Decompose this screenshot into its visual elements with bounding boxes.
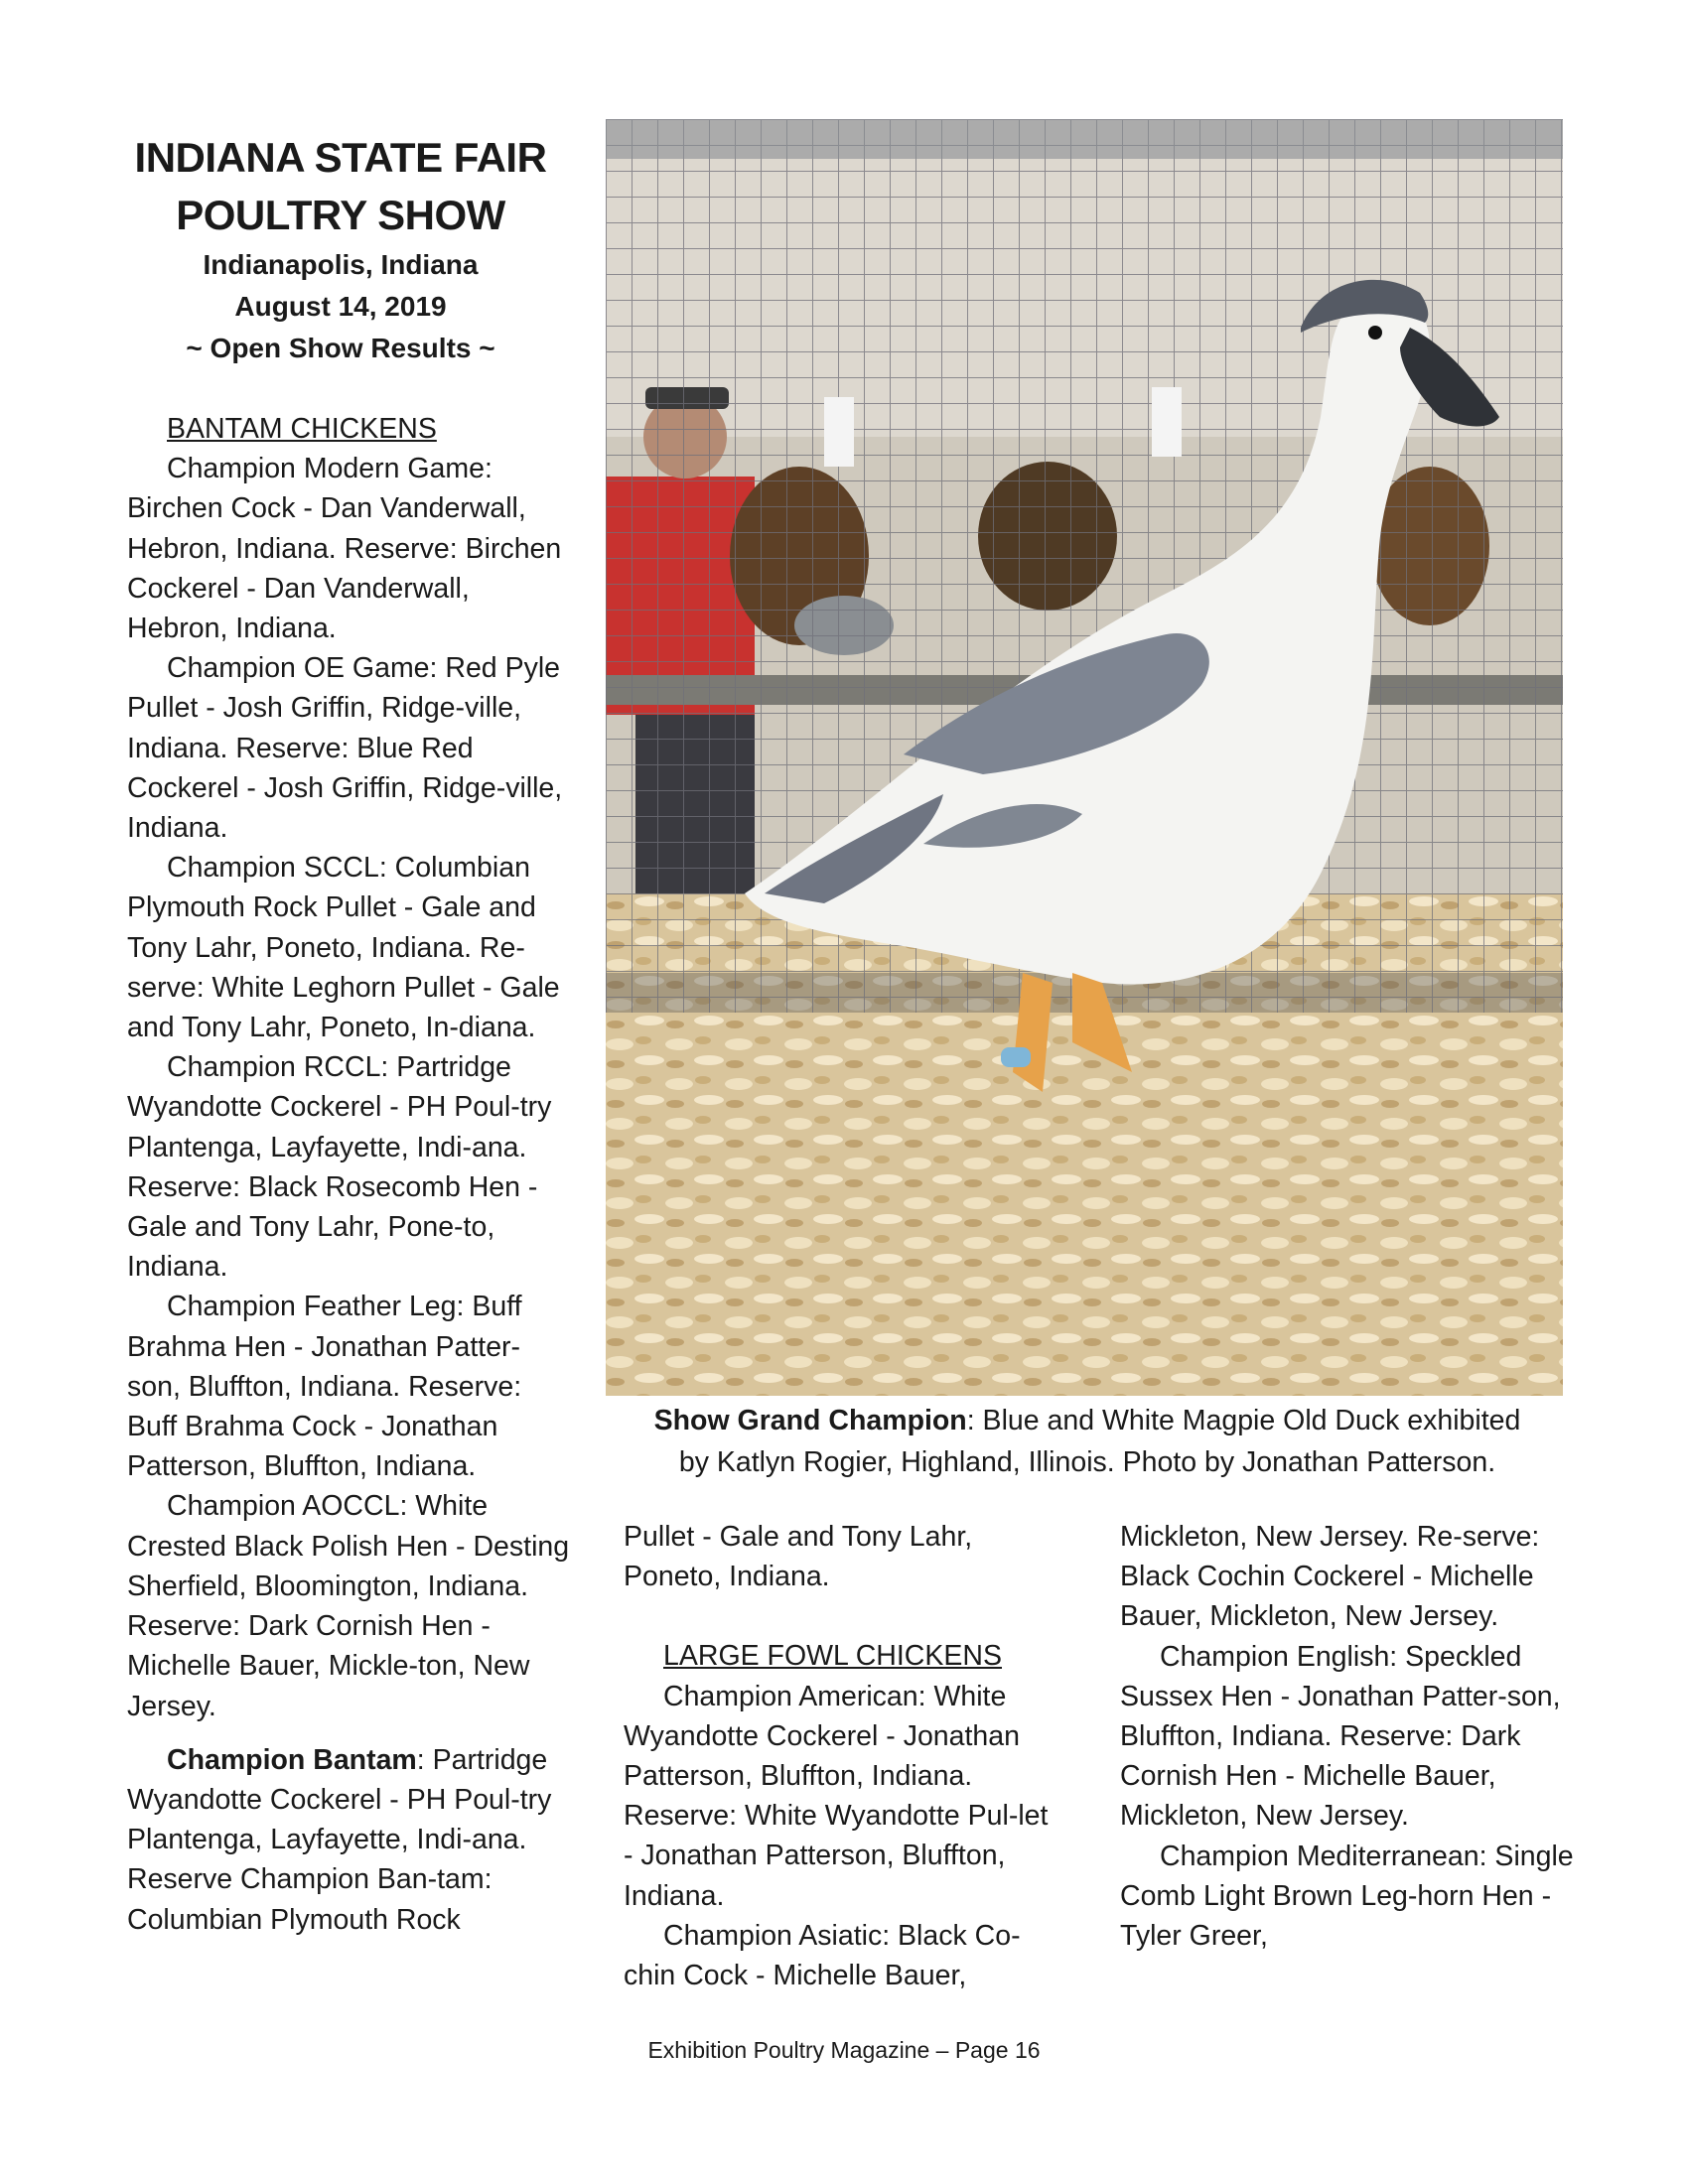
result-rccl: Champion RCCL: Partridge Wyandotte Cockerel - PH Poul-try Plantenga, Layfayette, Indi-ana. Reserve: Black Rosecomb Hen - Gale and Tony Lahr, Pone-to, Indiana. <box>127 1051 552 1284</box>
subtitle: ~ Open Show Results ~ <box>186 333 495 363</box>
duck-photo <box>606 119 1563 1396</box>
result-sccl: Champion SCCL: Columbian Plymouth Rock Pullet - Gale and Tony Lahr, Poneto, Indiana. Re-serve: White Leghorn Pullet - Gale and Tony Lahr, Poneto, In-diana. <box>127 852 560 1044</box>
location: Indianapolis, Indiana <box>203 249 479 280</box>
photo-caption <box>596 1400 1579 1483</box>
champion-bantam-label: Champion Bantam <box>167 1743 417 1776</box>
page-footer: Exhibition Poultry Magazine – Page 16 <box>647 2037 1041 2063</box>
section-heading-bantam: BANTAM CHICKENS <box>167 413 437 445</box>
column-3 <box>1120 1517 1577 1956</box>
result-asiatic-continued: Mickleton, New Jersey. Re-serve: Black Cochin Cockerel - Michelle Bauer, Mickleton, New Jersey. <box>1120 1521 1540 1633</box>
result-asiatic: Champion Asiatic: Black Co-chin Cock - Michelle Bauer, <box>624 1919 1021 1992</box>
result-champion-bantam <box>127 1740 572 1940</box>
title-line-1: INDIANA STATE FAIR <box>134 134 547 181</box>
result-mediterranean: Champion Mediterranean: Single Comb Light Brown Leg-horn Hen - Tyler Greer, <box>1120 1840 1574 1953</box>
result-modern-game: Champion Modern Game: Birchen Cock - Dan Vanderwall, Hebron, Indiana. Reserve: Birchen Cockerel - Dan Vanderwall, Hebron, Indiana. <box>127 453 562 645</box>
caption-line-1 <box>596 1400 1579 1441</box>
result-aoccl: Champion AOCCL: White Crested Black Polish Hen - Desting Sherfield, Bloomington, Indiana. Reserve: Dark Cornish Hen - Michelle Bauer, Mickle-ton, New Jersey. <box>127 1490 570 1722</box>
result-american: Champion American: White Wyandotte Cockerel - Jonathan Patterson, Bluffton, Indiana. Reserve: White Wyandotte Pul-let - Jonathan Patterson, Bluffton, Indiana. <box>624 1680 1049 1912</box>
section-heading-large-fowl: LARGE FOWL CHICKENS <box>663 1640 1002 1673</box>
champion-bantam-text: : Partridge Wyandotte Cockerel - PH Poul-try Plantenga, Layfayette, Indi-ana. Reserve Champion Ban-tam: Columbian Plymouth Rock <box>127 1743 552 1936</box>
result-bantam-continued: Pullet - Gale and Tony Lahr, Poneto, Indiana. <box>624 1521 973 1593</box>
date: August 14, 2019 <box>234 291 447 322</box>
title-line-2: POULTRY SHOW <box>176 192 505 238</box>
caption-text-1: : Blue and White Magpie Old Duck exhibited <box>966 1405 1521 1436</box>
result-oe-game: Champion OE Game: Red Pyle Pullet - Josh Griffin, Ridge-ville, Indiana. Reserve: Blue Red Cockerel - Josh Griffin, Ridge-ville, Indiana. <box>127 652 563 845</box>
result-english: Champion English: Speckled Sussex Hen - Jonathan Patter-son, Bluffton, Indiana. Reserve: Dark Cornish Hen - Michelle Bauer, Mickleton, New Jersey. <box>1120 1640 1561 1833</box>
caption-line-2: by Katlyn Rogier, Highland, Illinois. Photo by Jonathan Patterson. <box>678 1446 1496 1478</box>
result-feather-leg: Champion Feather Leg: Buff Brahma Hen - Jonathan Patter-son, Bluffton, Indiana. Reserve: Buff Brahma Cock - Jonathan Patterson, Bluffton, Indiana. <box>127 1291 522 1483</box>
caption-bold-label: Show Grand Champion <box>653 1405 967 1436</box>
article-header <box>117 129 564 369</box>
column-2 <box>624 1517 1051 1995</box>
column-1 <box>127 409 572 1940</box>
